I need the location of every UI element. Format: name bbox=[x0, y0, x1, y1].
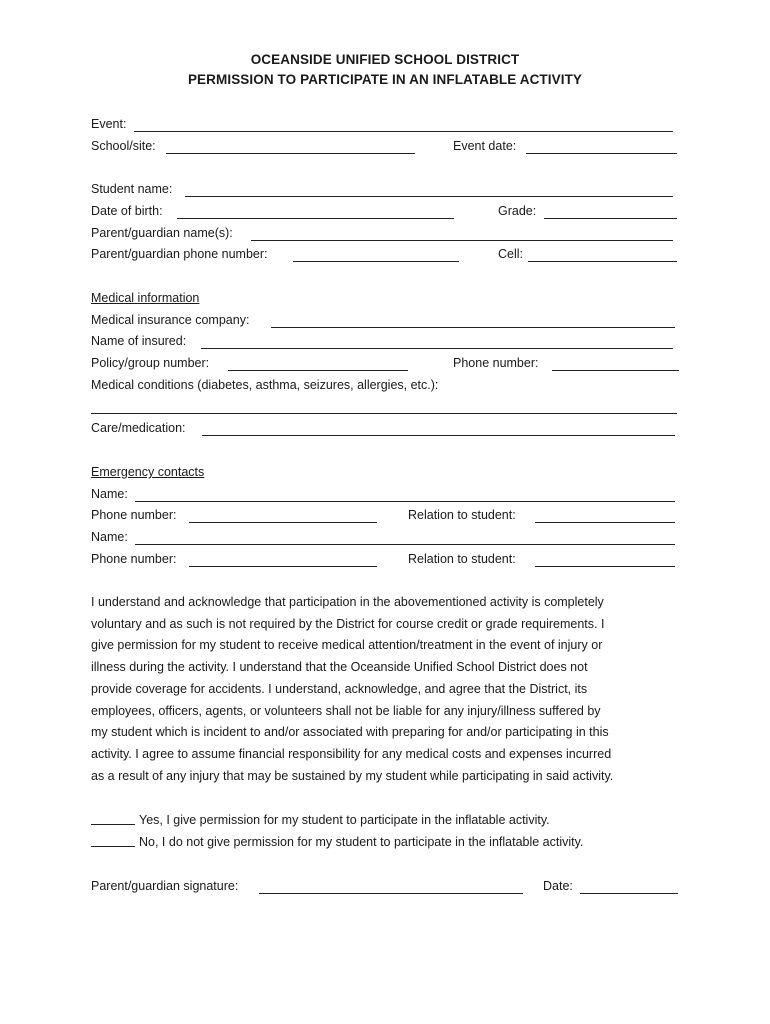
contact2-name-field[interactable] bbox=[135, 544, 675, 545]
agreement-line: as a result of any injury that may be sustained by my student while participating in said activity. bbox=[91, 768, 614, 783]
student-name-label: Student name: bbox=[91, 182, 173, 196]
care-field[interactable] bbox=[202, 435, 675, 436]
agreement-line: I understand and acknowledge that participation in the abovementioned activity is completely bbox=[91, 595, 604, 609]
insured-label: Name of insured: bbox=[91, 334, 187, 348]
signature-row bbox=[91, 878, 683, 896]
contact2-phone-row bbox=[91, 551, 681, 569]
grade-field[interactable] bbox=[544, 218, 677, 219]
contact1-phone-field[interactable] bbox=[189, 522, 377, 523]
event-field[interactable] bbox=[134, 131, 673, 132]
guardian-phone-field[interactable] bbox=[293, 261, 459, 262]
guardian-names-row bbox=[91, 225, 681, 243]
care-label: Care/medication: bbox=[91, 421, 186, 435]
permission-yes-row bbox=[91, 812, 683, 830]
conditions-line-row bbox=[91, 398, 681, 416]
insured-row bbox=[91, 333, 681, 351]
permission-no-text: No, I do not give permission for my student to participate in the inflatable activity. bbox=[139, 835, 584, 849]
policy-row bbox=[91, 355, 681, 373]
medical-phone-field[interactable] bbox=[552, 370, 679, 371]
contact1-name-row bbox=[91, 486, 681, 504]
permission-no-blank[interactable] bbox=[91, 834, 135, 847]
guardian-phone-label: Parent/guardian phone number: bbox=[91, 247, 268, 261]
event-label: Event: bbox=[91, 117, 127, 131]
signature-label: Parent/guardian signature: bbox=[91, 879, 239, 893]
event-date-field[interactable] bbox=[526, 153, 677, 154]
contact1-relation-field[interactable] bbox=[535, 522, 675, 523]
school-field[interactable] bbox=[166, 153, 415, 154]
school-label: School/site: bbox=[91, 139, 156, 153]
dob-field[interactable] bbox=[177, 218, 454, 219]
agreement-line: provide coverage for accidents. I understand, acknowledge, and agree that the District, its bbox=[91, 681, 588, 696]
contact1-phone-row bbox=[91, 507, 681, 525]
agreement-line: my student which is incident to and/or associated with preparing for and/or participating in this bbox=[91, 725, 609, 740]
dob-row bbox=[91, 203, 681, 221]
contact1-name-field[interactable] bbox=[135, 501, 675, 502]
policy-field[interactable] bbox=[228, 370, 408, 371]
grade-label: Grade: bbox=[498, 204, 537, 218]
contact1-name-label: Name: bbox=[91, 487, 128, 501]
emergency-heading: Emergency contacts bbox=[91, 465, 205, 479]
medical-phone-label: Phone number: bbox=[453, 356, 539, 370]
signature-date-field[interactable] bbox=[580, 893, 678, 894]
agreement-line: employees, officers, agents, or volunteers shall not be liable for any injury/illness suffered by bbox=[91, 703, 601, 718]
contact2-name-label: Name: bbox=[91, 530, 128, 544]
agreement-line: illness during the activity. I understand that the Oceanside Unified School District does not bbox=[91, 660, 588, 675]
event-row bbox=[91, 116, 681, 134]
guardian-names-field[interactable] bbox=[251, 240, 673, 241]
event-date-label: Event date: bbox=[453, 139, 517, 153]
contact2-relation-field[interactable] bbox=[535, 566, 675, 567]
cell-field[interactable] bbox=[528, 261, 677, 262]
district-title: OCEANSIDE UNIFIED SCHOOL DISTRICT bbox=[250, 52, 520, 67]
guardian-names-label: Parent/guardian name(s): bbox=[91, 226, 233, 240]
contact2-phone-label: Phone number: bbox=[91, 552, 177, 566]
conditions-row bbox=[91, 377, 681, 395]
insured-field[interactable] bbox=[201, 348, 673, 349]
agreement-line: give permission for my student to receive medical attention/treatment in the event of injury or bbox=[91, 638, 603, 653]
signature-date-label: Date: bbox=[543, 879, 573, 893]
medical-heading: Medical information bbox=[91, 291, 200, 305]
school-row bbox=[91, 138, 681, 156]
insurance-row bbox=[91, 312, 681, 330]
contact1-phone-label: Phone number: bbox=[91, 508, 177, 522]
agreement-line: voluntary and as such is not required by the District for course credit or grade requirements. I bbox=[91, 616, 605, 631]
emergency-heading-row bbox=[91, 464, 681, 482]
student-name-row bbox=[91, 181, 681, 199]
permission-yes-blank[interactable] bbox=[91, 812, 135, 825]
agreement-paragraph bbox=[91, 592, 683, 787]
form-title: PERMISSION TO PARTICIPATE IN AN INFLATABLE ACTIVITY bbox=[187, 72, 583, 87]
conditions-label: Medical conditions (diabetes, asthma, seizures, allergies, etc.): bbox=[91, 378, 439, 392]
contact2-relation-label: Relation to student: bbox=[408, 552, 516, 566]
dob-label: Date of birth: bbox=[91, 204, 163, 218]
permission-yes-text: Yes, I give permission for my student to participate in the inflatable activity. bbox=[139, 813, 550, 827]
insurance-field[interactable] bbox=[271, 327, 675, 328]
student-name-field[interactable] bbox=[185, 196, 673, 197]
contact2-name-row bbox=[91, 529, 681, 547]
care-row bbox=[91, 420, 681, 438]
permission-no-row bbox=[91, 834, 683, 852]
agreement-line: activity. I agree to assume financial responsibility for any medical costs and expenses incurred bbox=[91, 746, 612, 761]
conditions-field[interactable] bbox=[91, 413, 677, 414]
contact1-relation-label: Relation to student: bbox=[408, 508, 516, 522]
medical-heading-row bbox=[91, 290, 681, 308]
contact2-phone-field[interactable] bbox=[189, 566, 377, 567]
insurance-label: Medical insurance company: bbox=[91, 313, 250, 327]
policy-label: Policy/group number: bbox=[91, 356, 210, 370]
cell-label: Cell: bbox=[498, 247, 524, 261]
signature-field[interactable] bbox=[259, 893, 523, 894]
guardian-phone-row bbox=[91, 246, 681, 264]
